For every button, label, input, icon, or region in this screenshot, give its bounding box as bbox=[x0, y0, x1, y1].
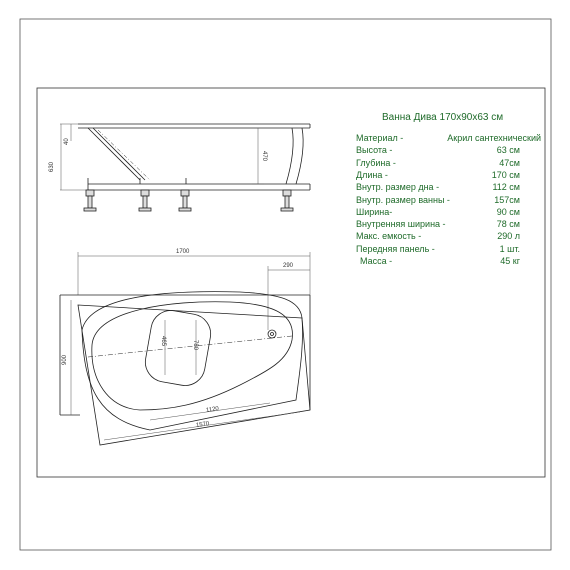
spec-label: Ширина- bbox=[356, 206, 393, 217]
side-view bbox=[60, 124, 310, 211]
spec-label: Внутр. размер ванны - bbox=[356, 194, 450, 205]
spec-label: Масса - bbox=[360, 256, 393, 266]
spec-label: Высота - bbox=[356, 145, 393, 156]
dim-bottom-width: 465 bbox=[160, 336, 166, 347]
dim-inner-width: 780 bbox=[192, 340, 198, 351]
spec-value: Акрил сантехнический bbox=[447, 133, 541, 143]
spec-value: 63 см bbox=[496, 145, 520, 156]
dim-width: 900 bbox=[62, 354, 68, 365]
drawing-title: Ванна Дива 170х90х63 см bbox=[382, 112, 504, 123]
spec-label: Макс. емкость - bbox=[356, 231, 422, 242]
spec-value: 47см bbox=[499, 157, 520, 168]
dim-inner-length: 1570 bbox=[195, 421, 210, 429]
spec-label: Глубина - bbox=[356, 157, 396, 168]
spec-value: 78 см bbox=[496, 219, 520, 230]
spec-label: Внутр. размер дна - bbox=[356, 182, 440, 193]
spec-value: 290 л bbox=[497, 231, 520, 242]
spec-label: Передняя панель - bbox=[356, 243, 435, 254]
top-view bbox=[60, 252, 310, 445]
spec-value: 45 кг bbox=[500, 256, 520, 266]
spec-label: Длина - bbox=[356, 169, 388, 180]
dim-offset: 290 bbox=[283, 263, 294, 269]
spec-value: 157см bbox=[494, 194, 520, 205]
spec-value: 170 см bbox=[491, 169, 520, 180]
spec-value: 90 см bbox=[496, 206, 520, 217]
spec-label: Внутренняя ширина - bbox=[356, 219, 446, 230]
dim-height-total: 630 bbox=[49, 161, 55, 172]
spec-label: Материал - bbox=[356, 133, 404, 143]
dim-length: 1700 bbox=[176, 249, 190, 255]
inner-frame bbox=[37, 88, 545, 477]
dim-rim: 40 bbox=[64, 138, 70, 145]
dim-bottom-length: 1120 bbox=[205, 406, 220, 414]
spec-value: 112 см bbox=[492, 182, 520, 193]
dim-depth: 470 bbox=[261, 151, 267, 162]
outer-frame bbox=[20, 19, 551, 550]
spec-value: 1 шт. bbox=[499, 243, 520, 254]
